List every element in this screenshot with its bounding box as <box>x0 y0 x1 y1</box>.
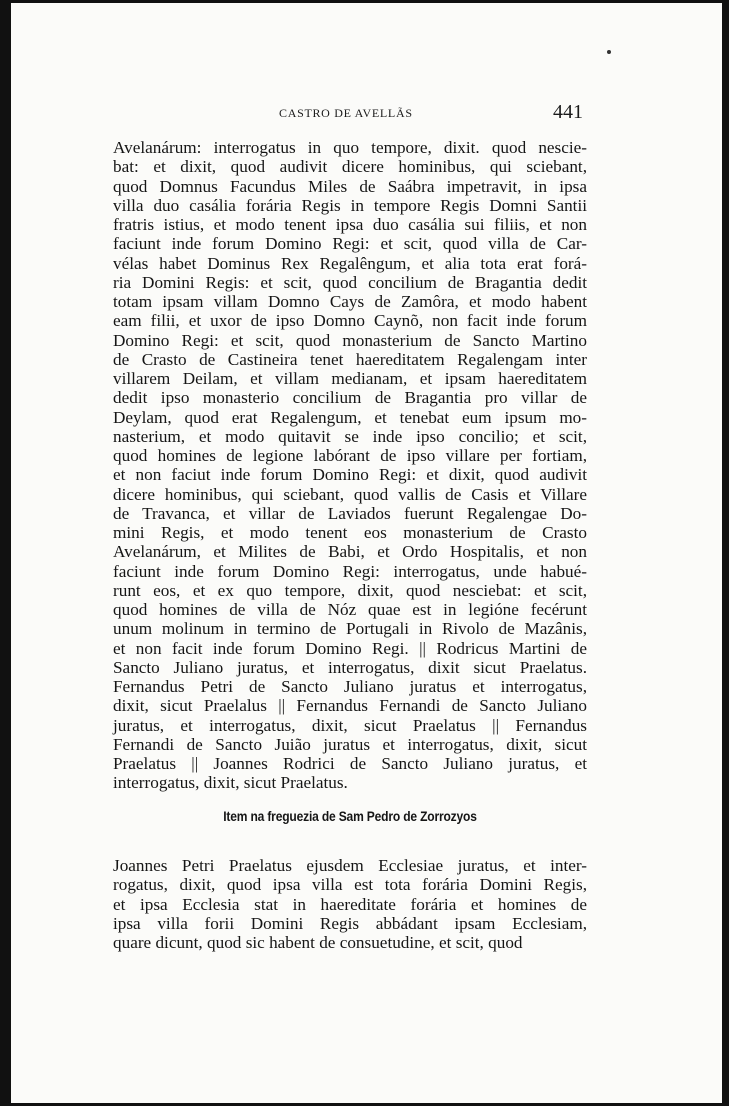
text-line: mini Regis, et modo tenent eos monasterium de Crasto <box>113 523 587 542</box>
text-line: quod Domnus Facundus Miles de Saábra impetravit, in ipsa <box>113 176 587 196</box>
text-line: et non facit inde forum Domino Regi. || Rodricus Martini de <box>113 638 587 658</box>
text-line: villarem Deilam, et villam medianam, et ipsam haereditatem <box>113 369 587 388</box>
text-line: fratris istius, et modo tenent ipsa duo casália sui filiis, et non <box>113 215 587 234</box>
text-line: faciunt inde forum Domino Regi: et scit, quod villa de Car- <box>113 234 587 254</box>
text-line: Praelatus || Joannes Rodrici de Sancto Juliano juratus, et <box>113 754 587 773</box>
running-title: CASTRO DE AVELLÃS <box>279 106 413 120</box>
page-number: 441 <box>553 101 583 123</box>
running-head <box>115 103 587 127</box>
text-line: bat: et dixit, quod audivit dicere hominibus, qui sciebant, <box>113 157 587 177</box>
text-line: Avelanárum, et Milites de Babi, et Ordo Hospitalis, et non <box>113 542 587 562</box>
text-line: nasterium, et modo quitavit se inde ipso concilio; et scit, <box>113 426 587 446</box>
text-line: quod homines de legione labórant de ipso villare per fortiam, <box>113 446 587 465</box>
text-line: de Travanca, et villar de Laviados fuerunt Regalengae Do- <box>113 503 587 523</box>
text-line: dicere hominibus, qui sciebant, quod vallis de Casis et Villare <box>113 484 587 504</box>
text-line: juratus, et interrogatus, dixit, sicut Praelatus || Fernandus <box>113 715 587 735</box>
paragraph-two <box>113 856 587 952</box>
ink-speck <box>607 50 611 54</box>
text-line: faciunt inde forum Domino Regi: interrogatus, unde habué- <box>113 561 587 581</box>
text-line: ria Domini Regis: et scit, quod concilium de Bragantia dedit <box>113 272 587 292</box>
text-line: vélas habet Dominus Rex Regalêngum, et alia tota erat forá- <box>113 253 587 273</box>
text-line: totam ipsam villam Domno Cays de Zamôra, et modo habent <box>113 292 587 311</box>
text-line: Sancto Juliano juratus, et interrogatus, dixit sicut Praelatus. <box>113 657 587 677</box>
section-heading: Item na freguezia de Sam Pedro de Zorrozyos <box>223 808 477 824</box>
text-line: Fernandi de Sancto Juião juratus et interrogatus, dixit, sicut <box>113 734 587 754</box>
text-line: rogatus, dixit, quod ipsa villa est tota forária Domini Regis, <box>113 875 587 895</box>
text-line: dedit ipso monasterio concilium de Bragantia pro villar de <box>113 388 587 408</box>
text-line: Avelanárum: interrogatus in quo tempore, dixit. quod nescie- <box>113 138 587 157</box>
text-line: unum molinum in termino de Portugali in Rivolo de Mazânis, <box>113 619 587 639</box>
text-line: quare dicunt, quod sic habent de consuetudine, et scit, quod <box>113 933 523 952</box>
text-line: de Crasto de Castineira tenet haereditatem Regalengam inter <box>113 349 587 369</box>
text-line: dixit, sicut Praelalus || Fernandus Fernandi de Sancto Juliano <box>113 696 587 716</box>
text-line: Domino Regi: et scit, quod monasterium de Sancto Martino <box>113 330 587 350</box>
text-line: Fernandus Petri de Sancto Juliano juratus et interrogatus, <box>113 677 587 696</box>
text-line: runt eos, et ex quo tempore, dixit, quod nesciebat: et scit, <box>113 580 587 600</box>
paragraph-one <box>113 138 587 793</box>
text-line: et ipsa Ecclesia stat in haereditate forária et homines de <box>113 894 587 914</box>
text-line: Deylam, quod erat Regalengum, et tenebat eum ipsum mo- <box>113 407 587 427</box>
text-line: ipsa villa forii Domini Regis abbádant ipsam Ecclesiam, <box>113 913 587 933</box>
text-line: et non faciut inde forum Domino Regi: et dixit, quod audivit <box>113 465 587 485</box>
text-line: quod homines de villa de Nóz quae est in legióne fecérunt <box>113 600 587 619</box>
text-line: Joannes Petri Praelatus ejusdem Ecclesiae juratus, et inter- <box>113 856 587 875</box>
text-line: interrogatus, dixit, sicut Praelatus. <box>113 773 348 793</box>
text-line: villa duo casália forária Regis in tempore Regis Domni Santii <box>113 195 587 215</box>
text-line: eam filii, et uxor de ipso Domno Caynõ, non facit inde forum <box>113 311 587 331</box>
